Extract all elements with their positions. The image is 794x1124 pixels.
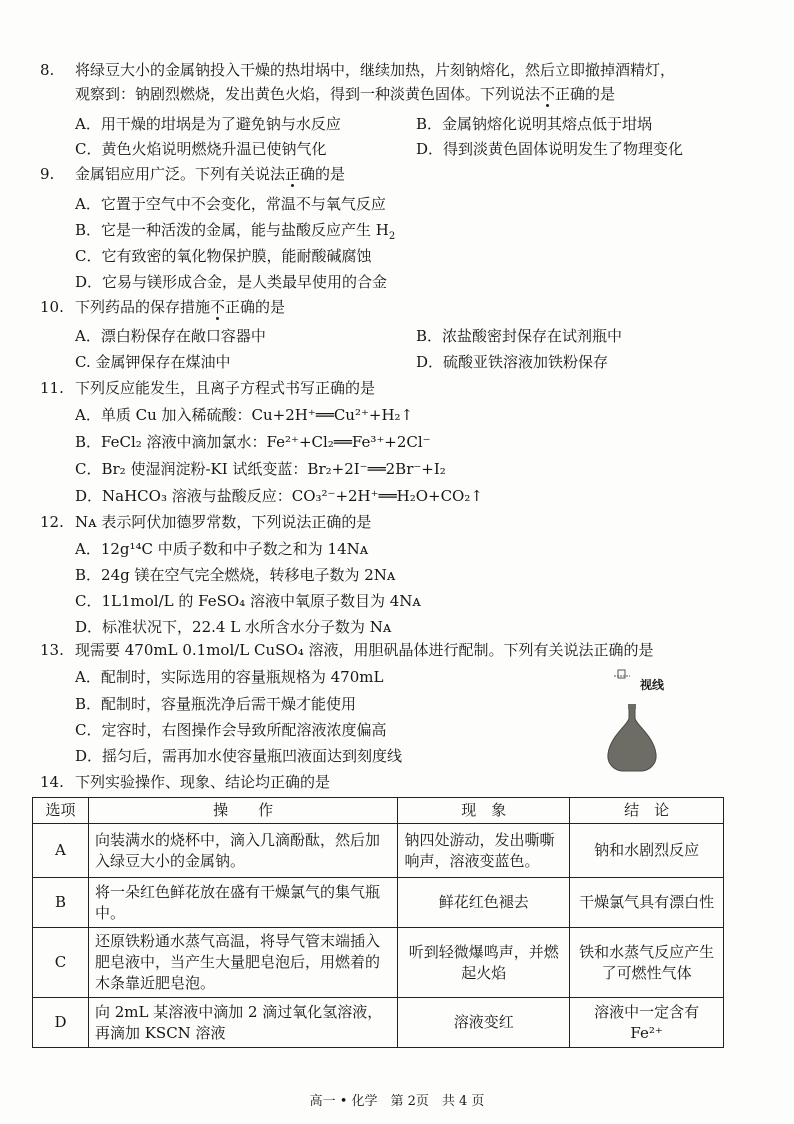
table-row	[33, 998, 724, 1048]
row-option: A	[33, 824, 89, 878]
row-operation: 还原铁粉通水蒸气高温，将导气管末端插入肥皂液中，当产生大量肥皂泡后，用燃着的木条靠近肥皂泡。	[88, 928, 398, 998]
q9-option-c: C．它有致密的氧化物保护膜，能耐酸碱腐蚀	[75, 247, 372, 265]
q12-option-c: C．1L1mol/L 的 FeSO₄ 溶液中氧原子数目为 4Nᴀ	[75, 592, 421, 610]
q11-stem: 下列反应能发生，且离子方程式书写正确的是	[75, 379, 376, 397]
q8-stem-pre: 观察到：钠剧烈燃烧，发出黄色火焰，得到一种淡黄色固体。下列说法	[75, 85, 541, 103]
q12-option-b: B．24g 镁在空气完全燃烧，转移电子数为 2Nᴀ	[75, 566, 396, 584]
q12-option-d: D．标准状况下，22.4 L 水所含水分子数为 Nᴀ	[75, 618, 392, 636]
q10-option-b: B．浓盐酸密封保存在试剂瓶中	[416, 327, 623, 345]
table-row	[33, 824, 724, 878]
q10-option-c: C. 金属钾保存在煤油中	[75, 353, 231, 371]
q9-option-b	[75, 220, 395, 240]
q9-option-b-sub: 2	[388, 231, 396, 242]
q8-option-b: B．金属钠熔化说明其熔点低于坩埚	[416, 115, 653, 133]
q8-stem-post: 正确的是	[555, 85, 616, 103]
q14-table	[32, 797, 724, 1048]
row-operation: 向装满水的烧杯中，滴入几滴酚酞，然后加入绿豆大小的金属钠。	[88, 824, 398, 878]
q8-stem-line1: 将绿豆大小的金属钠投入干燥的热坩埚中，继续加热，片刻钠熔化，然后立即撤掉酒精灯，	[75, 61, 676, 79]
q10-option-a: A．漂白粉保存在敞口容器中	[75, 327, 266, 345]
q11-number: 11.	[40, 379, 64, 397]
q10-option-d: D．硫酸亚铁溶液加铁粉保存	[416, 353, 609, 371]
page-footer: 高一 • 化学 第 2页 共 4 页	[309, 1094, 485, 1109]
q9-option-b-text: B．它是一种活泼的金属，能与盐酸反应产生 H	[75, 221, 389, 239]
q9-option-a: A．它置于空气中不会变化，常温不与氧气反应	[75, 195, 386, 213]
q9-stem	[75, 164, 345, 184]
sightline-label: 视线	[640, 678, 665, 692]
row-phenomenon: 溶液变红	[398, 998, 570, 1048]
header-phenomenon: 现 象	[398, 798, 570, 824]
row-option: B	[33, 878, 89, 928]
header-conclusion: 结 论	[570, 798, 724, 824]
row-operation: 将一朵红色鲜花放在盛有干燥氯气的集气瓶中。	[88, 878, 398, 928]
q8-option-a: A．用干燥的坩埚是为了避免钠与水反应	[75, 115, 341, 133]
row-phenomenon: 钠四处游动，发出嘶嘶响声，溶液变蓝色。	[398, 824, 570, 878]
q13-option-a: A．配制时，实际选用的容量瓶规格为 470mL	[75, 668, 384, 686]
q12-stem: Nᴀ 表示阿伏加德罗常数，下列说法正确的是	[75, 513, 372, 531]
row-option: C	[33, 928, 89, 998]
table-row	[33, 878, 724, 928]
q13-option-d: D．摇匀后，需再加水使容量瓶凹液面达到刻度线	[75, 747, 403, 765]
q10-emphasis: 不	[210, 298, 226, 316]
q12-number: 12.	[40, 513, 64, 531]
q11-option-b: B．FeCl₂ 溶液中滴加氯水：Fe²⁺+Cl₂══Fe³⁺+2Cl⁻	[75, 433, 431, 451]
q11-option-a: A．单质 Cu 加入稀硫酸：Cu+2H⁺══Cu²⁺+H₂↑	[75, 406, 414, 424]
q14-number: 14.	[40, 773, 64, 791]
q13-option-c: C．定容时，右图操作会导致所配溶液浓度偏高	[75, 721, 387, 739]
q10-number: 10.	[40, 298, 64, 316]
row-operation: 向 2mL 某溶液中滴加 2 滴过氧化氢溶液，再滴加 KSCN 溶液	[88, 998, 398, 1048]
q13-stem: 现需要 470mL 0.1mol/L CuSO₄ 溶液，用胆矾晶体进行配制。下列有关说法正确的是	[75, 641, 654, 659]
q9-stem-pre: 金属铝应用广泛。下列有关说法	[75, 165, 286, 183]
q10-stem-pre: 下列药品的保存措施	[75, 298, 211, 316]
q10-stem-post: 正确的是	[225, 298, 286, 316]
table-header-row	[33, 798, 724, 824]
row-phenomenon: 听到轻微爆鸣声，并燃起火焰	[398, 928, 570, 998]
q9-stem-post: 确的是	[300, 165, 346, 183]
row-conclusion: 铁和水蒸气反应产生了可燃性气体	[570, 928, 724, 998]
q11-option-c: C．Br₂ 使湿润淀粉-KI 试纸变蓝：Br₂+2I⁻══2Br⁻+I₂	[75, 460, 446, 478]
header-operation: 操 作	[88, 798, 398, 824]
table-row	[33, 928, 724, 998]
row-phenomenon: 鲜花红色褪去	[398, 878, 570, 928]
q12-option-a: A．12g¹⁴C 中质子数和中子数之和为 14Nᴀ	[75, 540, 369, 558]
q8-stem-line2	[75, 84, 615, 104]
row-conclusion: 干燥氯气具有漂白性	[570, 878, 724, 928]
q8-number: 8.	[40, 61, 55, 79]
q13-option-b: B．配制时，容量瓶洗净后需干燥才能使用	[75, 695, 357, 713]
q9-option-d: D．它易与镁形成合金，是人类最早使用的合金	[75, 273, 388, 291]
q8-emphasis: 不	[540, 85, 556, 103]
q9-emphasis: 正	[285, 165, 301, 183]
q13-number: 13.	[40, 641, 64, 659]
header-option: 选项	[33, 798, 89, 824]
q9-number: 9.	[40, 165, 55, 183]
row-conclusion: 钠和水剧烈反应	[570, 824, 724, 878]
q8-option-c: C．黄色火焰说明燃烧升温已使钠气化	[75, 140, 327, 158]
q10-stem	[75, 297, 285, 317]
q11-option-d: D．NaHCO₃ 溶液与盐酸反应：CO₃²⁻+2H⁺══H₂O+CO₂↑	[75, 487, 483, 505]
row-conclusion: 溶液中一定含有 Fe²⁺	[570, 998, 724, 1048]
row-option: D	[33, 998, 89, 1048]
q8-option-d: D．得到淡黄色固体说明发生了物理变化	[416, 140, 684, 158]
q14-stem: 下列实验操作、现象、结论均正确的是	[75, 773, 331, 791]
